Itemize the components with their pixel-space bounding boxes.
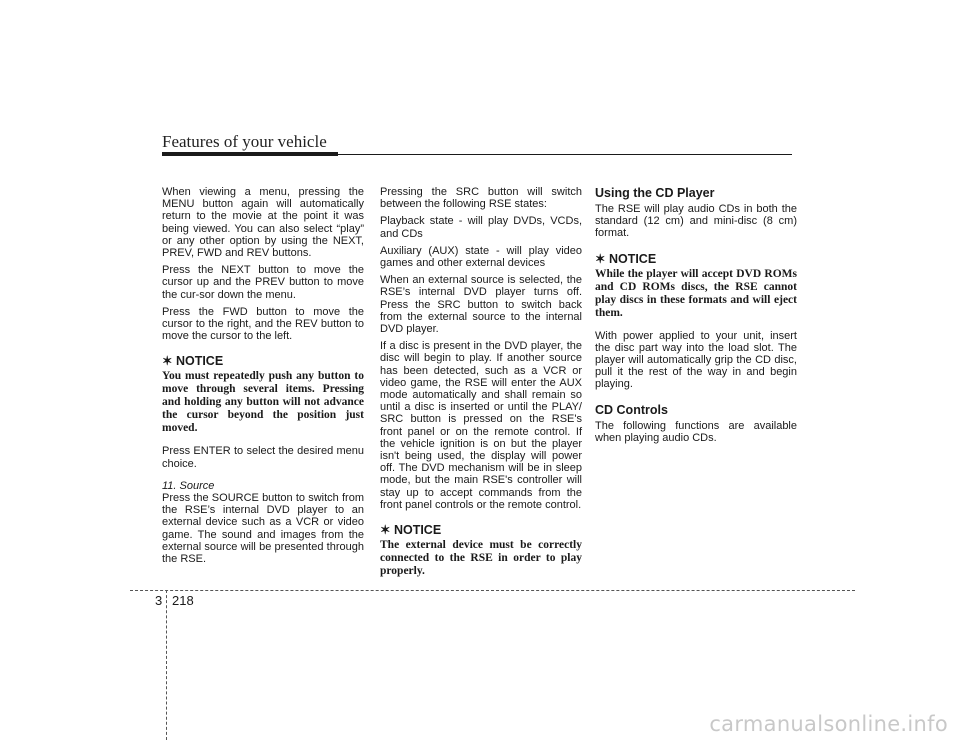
paragraph: If a disc is present in the DVD player, the disc will begin to play. If another source has been detected, such as a VCR or video game, the RSE will enter the AUX mode automatically and shall remain so until a disc is inserted or until the PLAY/ SRC button is pressed on the RSE's front panel or on the remote control. If the vehicle ignition is on but the player isn't being used, the display will power off. The DVD mechanism will be in sleep mode, but the main RSE's controller will stay up to accept commands from the front panel controls or the remote control.	[380, 340, 582, 511]
notice-title: ✶ NOTICE	[595, 251, 657, 266]
header-rule-thick	[162, 152, 338, 156]
header-rule-thin	[338, 154, 792, 155]
notice-body: The external device must be correctly connected to the RSE in order to play properly.	[380, 539, 582, 578]
paragraph: The RSE will play audio CDs in both the standard (12 cm) and mini-disc (8 cm) format.	[595, 203, 797, 240]
paragraph: When an external source is selected, the RSE’s internal DVD player turns off. Press the SRC button to switch back from the external source to the internal DVD player.	[380, 274, 582, 336]
section-heading-using-cd-player: Using the CD Player	[595, 186, 715, 200]
page-number: 218	[172, 593, 194, 608]
column-1	[162, 186, 364, 570]
subheading-source: 11. Source	[162, 479, 215, 492]
paragraph: When viewing a menu, pressing the MENU button again will automatically return to the movie at the point it was being viewed. You can also select “play” or any other option by using the NEXT, PREV, FWD and REV buttons.	[162, 186, 364, 260]
watermark: carmanualsonline.info	[709, 712, 948, 736]
page-header-title: Features of your vehicle	[162, 132, 327, 151]
paragraph: Pressing the SRC button will switch between the following RSE states:	[380, 186, 582, 211]
paragraph: The following functions are available when playing audio CDs.	[595, 419, 797, 444]
paragraph: With power applied to your unit, insert the disc part way into the load slot. The player will automatically grip the CD disc, pull it the rest of the way in and begin playing.	[595, 329, 797, 391]
notice-title: ✶ NOTICE	[162, 354, 224, 369]
paragraph: Playback state - will play DVDs, VCDs, and CDs	[380, 215, 582, 240]
footer-vertical-rule	[166, 590, 167, 740]
paragraph: Press the NEXT button to move the cursor up and the PREV button to move the cur-sor down the menu.	[162, 264, 364, 301]
column-3	[595, 186, 797, 449]
paragraph: Auxiliary (AUX) state - will play video games and other external devices	[380, 244, 582, 270]
notice-title: ✶ NOTICE	[380, 523, 442, 538]
paragraph: Press the FWD button to move the cursor to the right, and the REV button to move the cursor to the left.	[162, 305, 364, 343]
notice-body: You must repeatedly push any button to move through several items. Pressing and holding any button will not advance the cursor beyond the position just moved.	[162, 370, 364, 435]
paragraph: Press ENTER to select the desired menu choice.	[162, 445, 364, 470]
notice-body: While the player will accept DVD ROMs and CD ROMs discs, the RSE cannot play discs in these formats and will eject them.	[595, 267, 797, 319]
paragraph: Press the SOURCE button to switch from the RSE’s internal DVD player to an external device such as a VCR or video game. The sound and images from the external source will be presented through the RSE.	[162, 492, 364, 566]
chapter-number: 3	[155, 593, 163, 608]
footer-rule	[130, 590, 855, 591]
column-2	[380, 186, 582, 588]
section-heading-cd-controls: CD Controls	[595, 402, 668, 417]
